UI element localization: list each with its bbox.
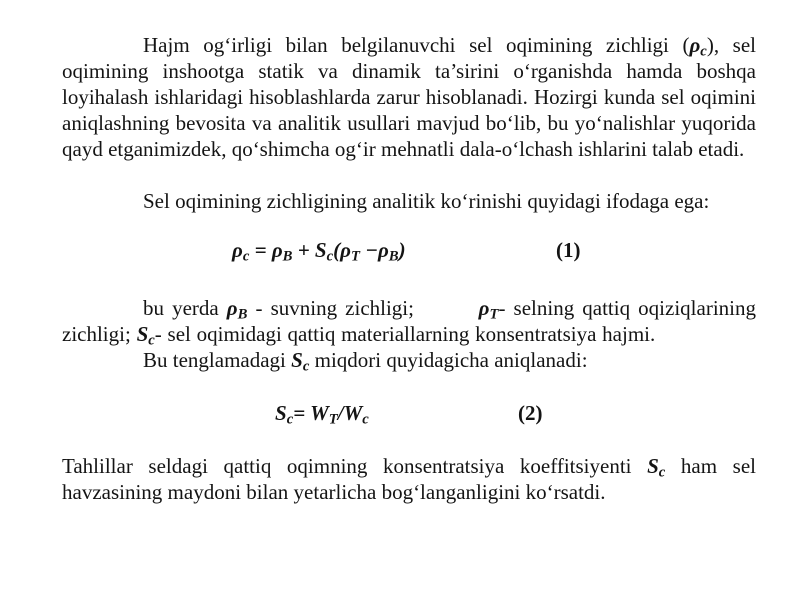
symbol-rho-c: $\rho_c$: [689, 33, 707, 60]
symbol-s-c: $S_c$: [291, 348, 310, 375]
equation-1-number: (1): [556, 238, 581, 262]
symbol-s-c: $S_c$: [136, 322, 155, 349]
symbol-rho-b: $\rho_B$: [226, 296, 248, 323]
paragraph-conclusion: Tahlillar seldagi qattiq oqimning konsentratsiya koeffitsiyenti $S_c$ ham sel havzasining maydoni bilan yetarlicha bog‘langanligini ko‘rsatdi.: [62, 454, 756, 504]
equation-2: $S_c= W_T/W_c$: [275, 401, 369, 428]
text-run: Hajm og‘irligi bilan belgilanuvchi sel oqimining zichligi (: [143, 33, 690, 57]
equation-1: $\rho_c = \rho_B + S_c(\rho_T -\rho_B)$: [232, 238, 406, 265]
paragraph-definitions: bu yerda $\rho_B$ - suvning zichligi; $\rho_T-$ selning qattiq oqiziqlarining zichligi; $S_c-$ sel oqimidagi qattiq materiallarning konsentratsiya hajmi.: [62, 296, 756, 349]
paragraph-analytic: Sel oqimining zichligining analitik ko‘rinishi quyidagi ifodaga ega:: [143, 189, 710, 213]
paragraph-equation-intro: Bu tenglamadagi $S_c$ miqdori quyidagicha aniqlanadi:: [143, 348, 588, 375]
symbol-s-c: $S_c$: [647, 454, 666, 481]
symbol-rho-t: $\rho_T$: [478, 296, 499, 323]
text-run: ), sel oqimining inshootga statik va dinamik ta’sirini o‘rganishda hamda boshqa loyihalash ishlaridagi hisoblashlarda zarur hisoblanadi. Hozirgi kunda sel oqimini aniqlashning bevosita va analitik usullari mavjud bo‘lib, bu yo‘nalishlar yuqorida qayd etganimizdek, qo‘shimcha og‘ir mehnatli dala-o‘lchash ishlarini talab etadi.: [62, 33, 756, 161]
paragraph-intro: [62, 32, 756, 162]
equation-2-number: (2): [518, 401, 543, 425]
